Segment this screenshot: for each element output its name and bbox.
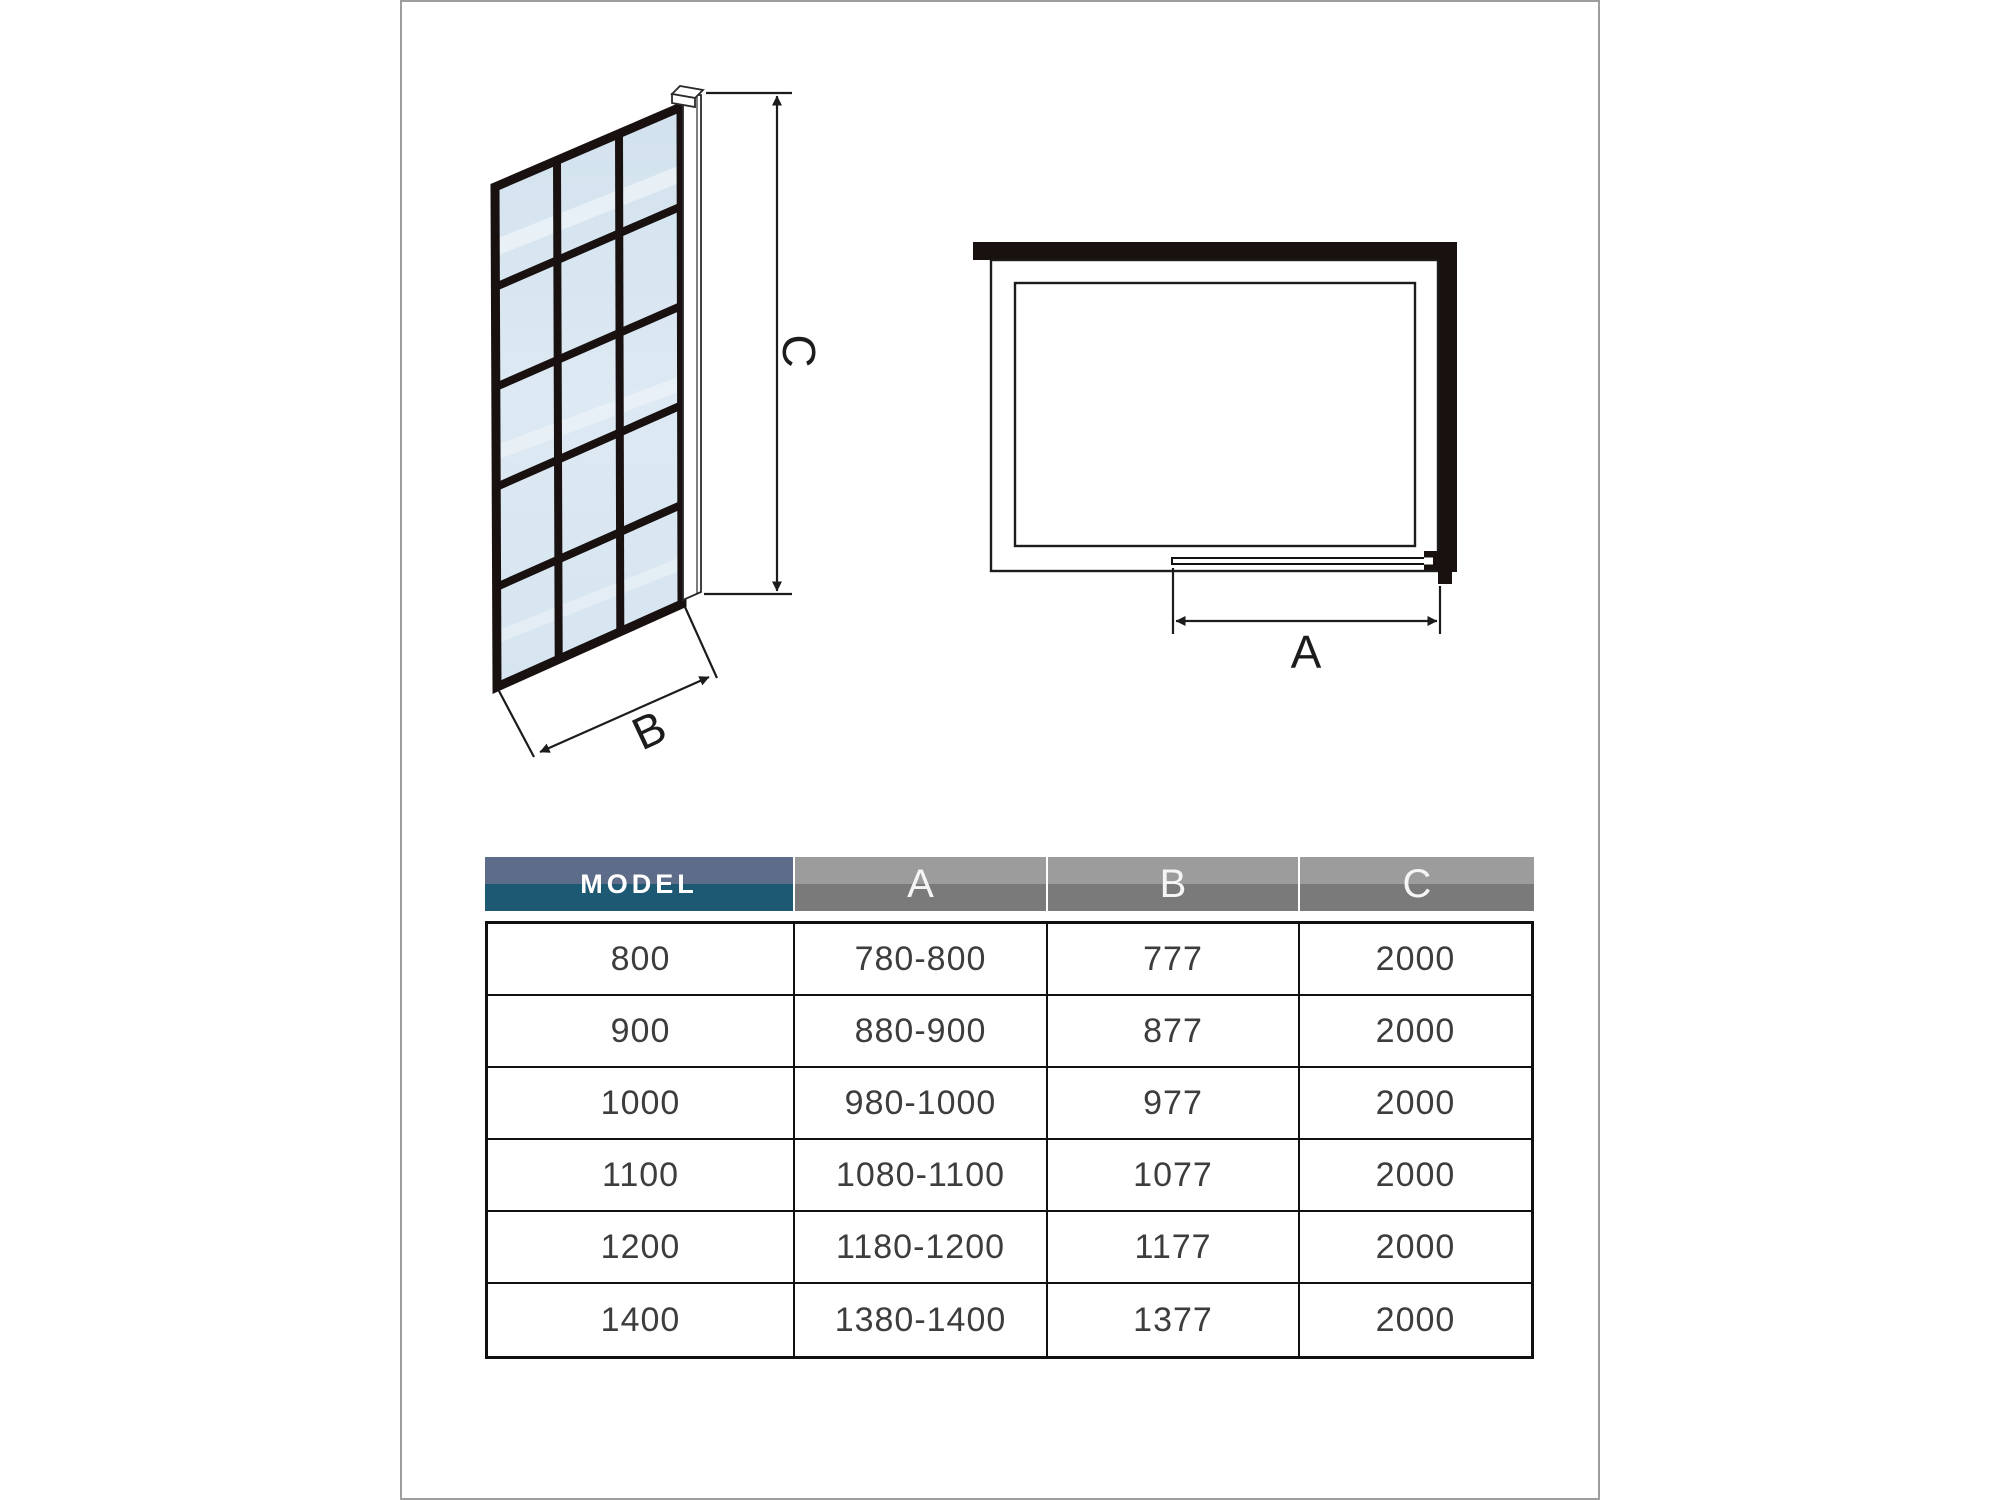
cell-c: 2000	[1300, 924, 1531, 996]
header-cell-a: A	[795, 857, 1048, 911]
dimension-a	[1173, 568, 1440, 634]
cell-a: 880-900	[795, 996, 1048, 1068]
dimension-label-a: A	[1290, 626, 1322, 678]
cell-c: 2000	[1300, 1284, 1531, 1356]
dimension-label-c: C	[773, 334, 825, 368]
cell-model: 1400	[488, 1284, 795, 1356]
cell-model: 1100	[488, 1140, 795, 1212]
cell-b: 977	[1048, 1068, 1300, 1140]
wall-top	[973, 242, 1457, 260]
cell-a: 1180-1200	[795, 1212, 1048, 1284]
wall-right-foot	[1438, 572, 1452, 584]
cell-b: 1077	[1048, 1140, 1300, 1212]
cell-c: 2000	[1300, 996, 1531, 1068]
shower-tray-outer-outline	[991, 260, 1438, 571]
installation-top-view	[973, 242, 1457, 678]
cell-c: 2000	[1300, 1068, 1531, 1140]
cell-b: 877	[1048, 996, 1300, 1068]
glass-panel-plan	[1172, 558, 1428, 564]
header-cell-b: B	[1048, 857, 1300, 911]
cell-b: 1377	[1048, 1284, 1300, 1356]
shower-tray-inner-outline	[1015, 283, 1415, 546]
dimension-label-b: B	[624, 699, 674, 761]
spec-table	[485, 857, 1534, 1359]
cell-b: 1177	[1048, 1212, 1300, 1284]
cell-model: 1000	[488, 1068, 795, 1140]
header-cell-model: MODEL	[485, 857, 795, 911]
spec-table-header	[485, 857, 1534, 911]
cell-a: 980-1000	[795, 1068, 1048, 1140]
wall-right	[1438, 260, 1457, 572]
cell-a: 1380-1400	[795, 1284, 1048, 1356]
glass-panel-side-view	[490, 86, 825, 760]
cell-c: 2000	[1300, 1212, 1531, 1284]
cell-model: 1200	[488, 1212, 795, 1284]
cell-a: 780-800	[795, 924, 1048, 996]
wall-profile-bar	[683, 95, 701, 600]
header-cell-c: C	[1300, 857, 1534, 911]
cell-c: 2000	[1300, 1140, 1531, 1212]
wall-bracket-slot	[1424, 558, 1433, 565]
spec-table-body	[485, 921, 1534, 1359]
cell-model: 900	[488, 996, 795, 1068]
cell-model: 800	[488, 924, 795, 996]
cell-a: 1080-1100	[795, 1140, 1048, 1212]
cell-b: 777	[1048, 924, 1300, 996]
